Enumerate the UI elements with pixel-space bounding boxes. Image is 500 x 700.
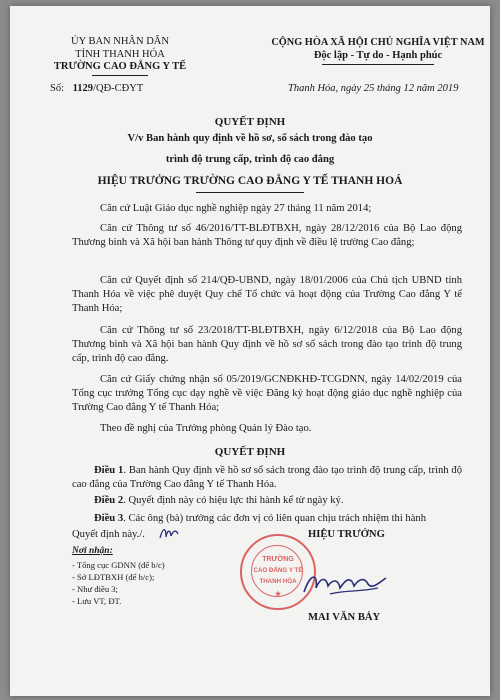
number-suffix: /QĐ-CĐYT [93,83,144,94]
country-line: CỘNG HÒA XÃ HỘI CHỦ NGHĨA VIỆT NAM [271,37,485,48]
seal-line-2: CAO ĐẲNG Y TẾ [253,567,303,574]
signer-name: MAI VĂN BẢY [308,612,381,623]
agency-line-2: TỈNH THANH HÓA [75,49,165,60]
agency-line-3: TRƯỜNG CAO ĐẲNG Y TẾ [53,61,187,72]
preamble-3: Căn cứ Quyết định số 214/QĐ-UBND, ngày 18/01/2006 của Chủ tịch UBND tỉnh Thanh Hóa về việc phê duyệt Quy chế Tổ chức và hoạt động của Trường Cao đẳng Y tế Thanh Hóa; [72,275,462,315]
recipients-heading: Nơi nhận: [72,546,113,556]
subject-line-1: V/v Ban hành quy định về hồ sơ, sổ sách trong đào tạo [127,133,373,144]
article-1-label: Điều 1 [94,465,124,476]
number-prefix: Số: [50,83,65,94]
seal-line-3: THANH HÓA [259,578,297,585]
article-1 [72,464,462,492]
place-date: Thanh Hóa, ngày 25 tháng 12 năm 2019 [288,83,459,94]
article-2-label: Điều 2 [94,495,124,506]
preamble-4: Căn cứ Thông tư số 23/2018/TT-BLĐTBXH, ngày 6/12/2018 của Bộ Lao động Thương binh và Xã hội ban hành Quy định về hồ sơ sổ sách trong đào tạo trình độ trung cấp, trình độ cao đẳng. [72,325,462,365]
decision-heading: QUYẾT ĐỊNH [214,446,286,458]
recipient-2: - Sở LĐTBXH (để b/c); [72,572,155,582]
article-3-label: Điều 3 [94,513,124,524]
article-3-text: . Các ông (bà) trưởng các đơn vị có liên quan chịu trách nhiệm thi hành [123,513,427,524]
preamble-6: Theo đề nghị của Trưởng phòng Quản lý Đào tạo. [100,423,312,434]
article-3-continuation: Quyết định này./. [72,529,145,540]
article-2-text: . Quyết định này có hiệu lực thi hành kể từ ngày ký. [123,495,344,506]
motto-line: Độc lập - Tự do - Hạnh phúc [313,50,443,61]
article-1-text: . Ban hành Quy định về hồ sơ sổ sách trong đào tạo trình độ trung cấp, trình độ cao đẳng của Trường Cao đẳng Y tế Thanh Hóa. [72,465,462,491]
preamble-5: Căn cứ Giấy chứng nhận số 05/2019/GCNĐKHĐ-TCGDNN, ngày 14/02/2019 của Tổng cục trưởng Tổng cục dạy nghề về việc Đăng ký hoạt động giáo dục nghề nghiệp của Trường Cao đẳng Y tế Thanh Hóa; [72,374,462,414]
recipient-1: - Tổng cục GDNN (để b/c) [72,560,165,570]
article-2 [72,494,462,508]
preamble-1: Căn cứ Luật Giáo dục nghề nghiệp ngày 27 tháng 11 năm 2014; [100,203,372,214]
number-value: 1129 [72,83,94,94]
authority-title: HIỆU TRƯỞNG TRƯỜNG CAO ĐẲNG Y TẾ THANH HOÁ [97,175,403,187]
document-title: QUYẾT ĐỊNH [214,116,286,128]
document-page [10,6,490,696]
document-number [50,83,143,94]
signer-title: HIỆU TRƯỞNG [308,529,385,540]
article-3 [72,512,462,526]
agency-underline [92,75,148,76]
seal-line-1: TRƯỜNG [262,556,294,563]
motto-underline [322,64,434,65]
initials-scribble [158,525,180,541]
recipient-3: - Như điều 3; [72,584,118,594]
recipient-4: - Lưu VT, ĐT. [72,596,122,606]
seal-star: ★ [274,591,282,598]
subject-line-2: trình độ trung cấp, trình độ cao đẳng [165,154,335,165]
preamble-2: Căn cứ Thông tư số 46/2016/TT-BLĐTBXH, ngày 28/12/2016 của Bộ Lao động Thương binh và Xã hội ban hành Thông tư quy định về điều lệ trường Cao đẳng; [72,223,462,249]
handwritten-signature [300,566,390,602]
agency-line-1: ỦY BAN NHÂN DÂN [71,36,169,47]
authority-underline [196,192,304,193]
